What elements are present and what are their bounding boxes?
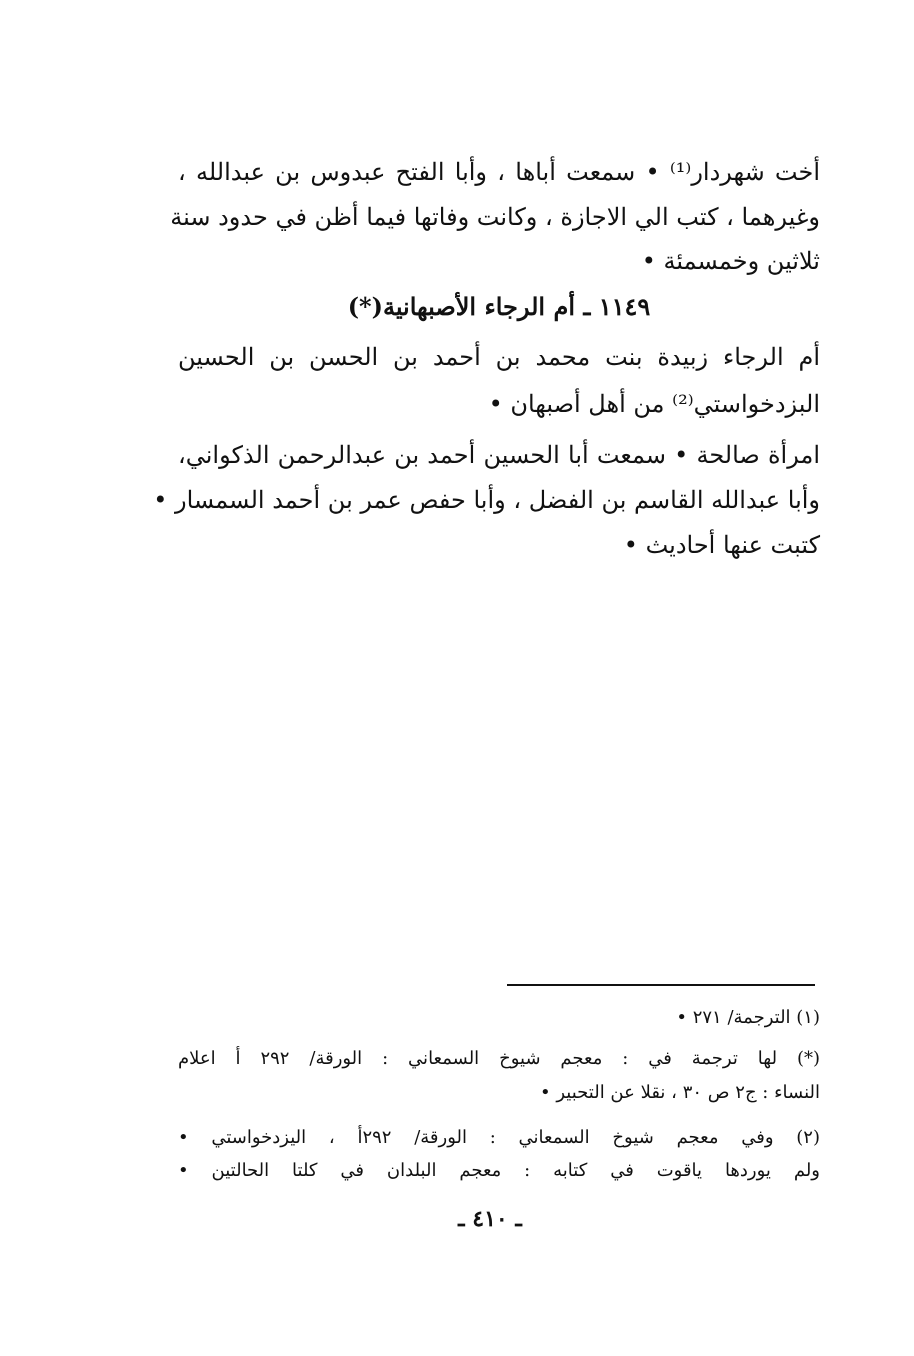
para3-line-3: كتبت عنها أحاديث •	[623, 531, 820, 559]
footnote-2-line-2: ولم يوردها ياقوت في كتابه : معجم البلدان في كلتا الحالتين •	[178, 1160, 820, 1181]
footnote-separator	[507, 984, 815, 986]
footnote-2-line-1: (٢) وفي معجم شيوخ السمعاني : الورقة/ ٢٩٢أ ، اليزدخواستي •	[178, 1127, 820, 1148]
page-number: ـ ٤١٠ ـ	[458, 1206, 522, 1232]
para3-line-1: امرأة صالحة • سمعت أبا الحسين أحمد بن عبدالرحمن الذكواني،	[178, 441, 820, 469]
footnote-1: (١) الترجمة/ ٢٧١ •	[676, 1007, 820, 1028]
para1-line-1: أخت شهردار⁽¹⁾ • سمعت أباها ، وأبا الفتح عبدوس بن عبدالله ،	[178, 158, 820, 186]
para1-line-2: وغيرهما ، كتب الي الاجازة ، وكانت وفاتها فيما أظن في حدود سنة	[170, 203, 820, 231]
para2-line-2: البزدخواستي⁽²⁾ من أهل أصبهان •	[488, 390, 820, 418]
para3-line-2: وأبا عبدالله القاسم بن الفضل ، وأبا حفص عمر بن أحمد السمسار •	[153, 486, 820, 514]
footnote-star-line-2: النساء : ج٢ ص ٣٠ ، نقلا عن التحبير •	[540, 1082, 820, 1103]
para2-line-1: أم الرجاء زبيدة بنت محمد بن أحمد بن الحسن بن الحسين	[178, 343, 820, 371]
entry-heading: ١١٤٩ ـ أم الرجاء الأصبهانية(*)	[347, 292, 651, 321]
para1-line-3: ثلاثين وخمسمئة •	[641, 247, 820, 275]
footnote-star-line-1: (*) لها ترجمة في : معجم شيوخ السمعاني : الورقة/ ٢٩٢ أ اعلام	[178, 1048, 821, 1069]
